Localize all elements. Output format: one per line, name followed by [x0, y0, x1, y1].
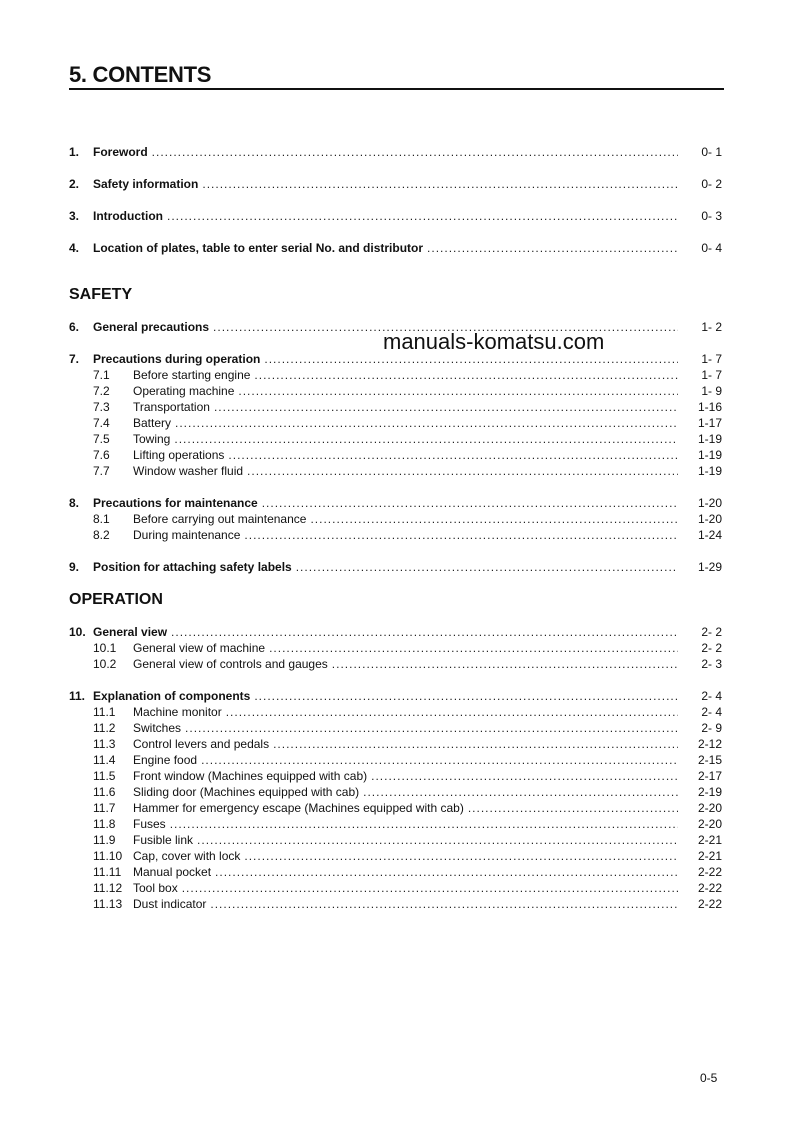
page-number: 0-5 [700, 1071, 718, 1085]
dot-leader [210, 896, 678, 912]
entry-page: 0- 4 [701, 241, 722, 255]
entry-page: 2-21 [697, 833, 722, 847]
toc-entry[interactable] [69, 848, 722, 864]
entry-title: Dust indicator [133, 897, 207, 911]
entry-title: Position for attaching safety labels [93, 560, 292, 574]
entry-title: Location of plates, table to enter serial No. and distributor [93, 241, 424, 255]
entry-page: 0- 3 [701, 209, 722, 223]
entry-page: 0- 1 [701, 145, 722, 159]
entry-title: Sliding door (Machines equipped with cab) [133, 785, 360, 799]
entry-title: Precautions during operation [93, 352, 261, 366]
dot-leader [310, 511, 678, 527]
toc-entry[interactable] [69, 527, 722, 543]
toc-entry[interactable] [69, 511, 722, 527]
toc-group [69, 624, 722, 672]
entry-number: 7.5 [93, 432, 110, 446]
dot-leader [152, 144, 678, 160]
dot-leader [254, 688, 678, 704]
entry-number: 11.4 [93, 753, 116, 767]
dot-leader [226, 704, 678, 720]
toc-entry[interactable] [69, 896, 722, 912]
dot-leader [185, 720, 678, 736]
entry-title: Tool box [133, 881, 178, 895]
entry-number: 7. [69, 352, 80, 366]
dot-leader [371, 768, 678, 784]
entry-page: 1-29 [697, 560, 722, 574]
entry-title: Fusible link [133, 833, 194, 847]
entry-number: 8.2 [93, 528, 110, 542]
dot-leader [247, 463, 678, 479]
entry-title: Manual pocket [133, 865, 212, 879]
entry-number: 8.1 [93, 512, 110, 526]
dot-leader [296, 559, 678, 575]
entry-number: 3. [69, 209, 80, 223]
dot-leader [427, 240, 678, 256]
table-of-contents [69, 144, 722, 928]
dot-leader [273, 736, 678, 752]
entry-title: Foreword [93, 145, 148, 159]
dot-leader [332, 656, 678, 672]
toc-entry[interactable] [69, 720, 722, 736]
entry-number: 11.6 [93, 785, 116, 799]
toc-entry[interactable] [69, 144, 722, 160]
entry-number: 9. [69, 560, 80, 574]
entry-page: 2- 3 [701, 657, 722, 671]
toc-entry[interactable] [69, 880, 722, 896]
dot-leader [174, 431, 678, 447]
toc-entry[interactable] [69, 704, 722, 720]
toc-entry[interactable] [69, 832, 722, 848]
section-heading: SAFETY [69, 286, 133, 303]
dot-leader [238, 383, 678, 399]
dot-leader [197, 832, 678, 848]
entry-number: 1. [69, 145, 80, 159]
dot-leader [182, 880, 678, 896]
entry-page: 2-19 [697, 785, 722, 799]
entry-number: 11.2 [93, 721, 116, 735]
entry-number: 11.12 [93, 881, 123, 895]
entry-title: Explanation of components [93, 689, 251, 703]
entry-number: 11.7 [93, 801, 116, 815]
entry-number: 10. [69, 625, 86, 639]
toc-entry[interactable] [69, 447, 722, 463]
entry-page: 2- 2 [701, 641, 722, 655]
entry-title: Switches [133, 721, 182, 735]
entry-title: Operating machine [133, 384, 235, 398]
toc-entry[interactable] [69, 800, 722, 816]
dot-leader [214, 399, 678, 415]
toc-entry[interactable] [69, 495, 722, 511]
entry-page: 1-19 [697, 432, 722, 446]
dot-leader [254, 367, 678, 383]
dot-leader [201, 752, 678, 768]
entry-title: Lifting operations [133, 448, 225, 462]
toc-group [69, 351, 722, 479]
section-heading: OPERATION [69, 591, 163, 608]
toc-entry[interactable] [69, 768, 722, 784]
entry-page: 2- 2 [701, 625, 722, 639]
entry-title: Introduction [93, 209, 163, 223]
entry-page: 1- 2 [701, 320, 722, 334]
entry-page: 2- 4 [701, 689, 722, 703]
entry-title: General view of machine [133, 641, 266, 655]
front-matter-list [69, 144, 722, 256]
entry-title: Safety information [93, 177, 199, 191]
dot-leader [171, 624, 678, 640]
entry-number: 2. [69, 177, 80, 191]
entry-title: Engine food [133, 753, 198, 767]
toc-entry[interactable] [69, 208, 722, 224]
entry-number: 4. [69, 241, 80, 255]
toc-entry[interactable] [69, 399, 722, 415]
entry-number: 6. [69, 320, 80, 334]
entry-page: 1-19 [697, 448, 722, 462]
entry-number: 7.6 [93, 448, 110, 462]
toc-group [69, 688, 722, 912]
entry-title: General view [93, 625, 168, 639]
toc-group [69, 559, 722, 575]
dot-leader [244, 527, 678, 543]
entry-page: 1-20 [697, 496, 722, 510]
entry-page: 2-22 [697, 897, 722, 911]
entry-page: 0- 2 [701, 177, 722, 191]
entry-title: Hammer for emergency escape (Machines equipped with cab) [133, 801, 464, 815]
entry-page: 1-24 [697, 528, 722, 542]
entry-page: 2-22 [697, 881, 722, 895]
entry-title: Machine monitor [133, 705, 222, 719]
dot-leader [202, 176, 678, 192]
dot-leader [244, 848, 678, 864]
toc-section [69, 591, 722, 912]
entry-title: Precautions for maintenance [93, 496, 258, 510]
entry-page: 2- 9 [701, 721, 722, 735]
entry-number: 11.5 [93, 769, 116, 783]
dot-leader [363, 784, 678, 800]
entry-page: 2-20 [697, 801, 722, 815]
entry-number: 7.1 [93, 368, 110, 382]
entry-title: General precautions [93, 320, 210, 334]
entry-title: Before carrying out maintenance [133, 512, 307, 526]
entry-title: Before starting engine [133, 368, 251, 382]
entry-title: Control levers and pedals [133, 737, 270, 751]
entry-page: 1-20 [697, 512, 722, 526]
entry-number: 7.3 [93, 400, 110, 414]
entry-page: 1- 9 [701, 384, 722, 398]
entry-page: 1-19 [697, 464, 722, 478]
toc-entry[interactable] [69, 367, 722, 383]
toc-entry[interactable] [69, 624, 722, 640]
entry-page: 1- 7 [701, 368, 722, 382]
toc-entry[interactable] [69, 415, 722, 431]
toc-entry[interactable] [69, 864, 722, 880]
entry-title: Battery [133, 416, 172, 430]
entry-page: 2- 4 [701, 705, 722, 719]
toc-entry[interactable] [69, 736, 722, 752]
entry-number: 11.1 [93, 705, 116, 719]
entry-number: 8. [69, 496, 80, 510]
entry-number: 7.7 [93, 464, 110, 478]
entry-number: 11.8 [93, 817, 116, 831]
entry-page: 2-15 [697, 753, 722, 767]
dot-leader [170, 816, 678, 832]
entry-number: 11.10 [93, 849, 123, 863]
entry-number: 10.1 [93, 641, 117, 655]
dot-leader [468, 800, 678, 816]
entry-number: 11.3 [93, 737, 116, 751]
entry-title: Window washer fluid [133, 464, 244, 478]
entry-page: 2-21 [697, 849, 722, 863]
toc-group [69, 495, 722, 543]
entry-number: 11.11 [93, 865, 122, 879]
entry-page: 2-22 [697, 865, 722, 879]
dot-leader [228, 447, 678, 463]
toc-entry[interactable] [69, 463, 722, 479]
entry-title: Cap, cover with lock [133, 849, 241, 863]
entry-title: General view of controls and gauges [133, 657, 328, 671]
watermark: manuals-komatsu.com [383, 329, 605, 354]
entry-page: 2-20 [697, 817, 722, 831]
toc-entry[interactable] [69, 784, 722, 800]
entry-number: 11.13 [93, 897, 123, 911]
entry-page: 1- 7 [701, 352, 722, 366]
entry-title: During maintenance [133, 528, 241, 542]
toc-entry[interactable] [69, 431, 722, 447]
toc-entry[interactable] [69, 656, 722, 672]
entry-number: 10.2 [93, 657, 117, 671]
entry-number: 7.2 [93, 384, 110, 398]
toc-entry[interactable] [69, 688, 722, 704]
toc-entry[interactable] [69, 816, 722, 832]
entry-title: Transportation [133, 400, 210, 414]
entry-page: 1-17 [697, 416, 722, 430]
entry-number: 7.4 [93, 416, 110, 430]
entry-page: 2-12 [697, 737, 722, 751]
page-title: 5. CONTENTS [69, 62, 724, 90]
toc-entry[interactable] [69, 176, 722, 192]
toc-entry[interactable] [69, 640, 722, 656]
dot-leader [167, 208, 678, 224]
toc-entry[interactable] [69, 559, 722, 575]
toc-entry[interactable] [69, 752, 722, 768]
entry-title: Towing [133, 432, 171, 446]
entry-title: Fuses [133, 817, 166, 831]
entry-number: 11.9 [93, 833, 116, 847]
dot-leader [262, 495, 678, 511]
toc-entry[interactable] [69, 240, 722, 256]
dot-leader [175, 415, 678, 431]
entry-title: Front window (Machines equipped with cab) [133, 769, 368, 783]
entry-page: 2-17 [697, 769, 722, 783]
dot-leader [269, 640, 678, 656]
entry-number: 11. [69, 689, 86, 703]
entry-page: 1-16 [697, 400, 722, 414]
toc-entry[interactable] [69, 383, 722, 399]
dot-leader [215, 864, 678, 880]
